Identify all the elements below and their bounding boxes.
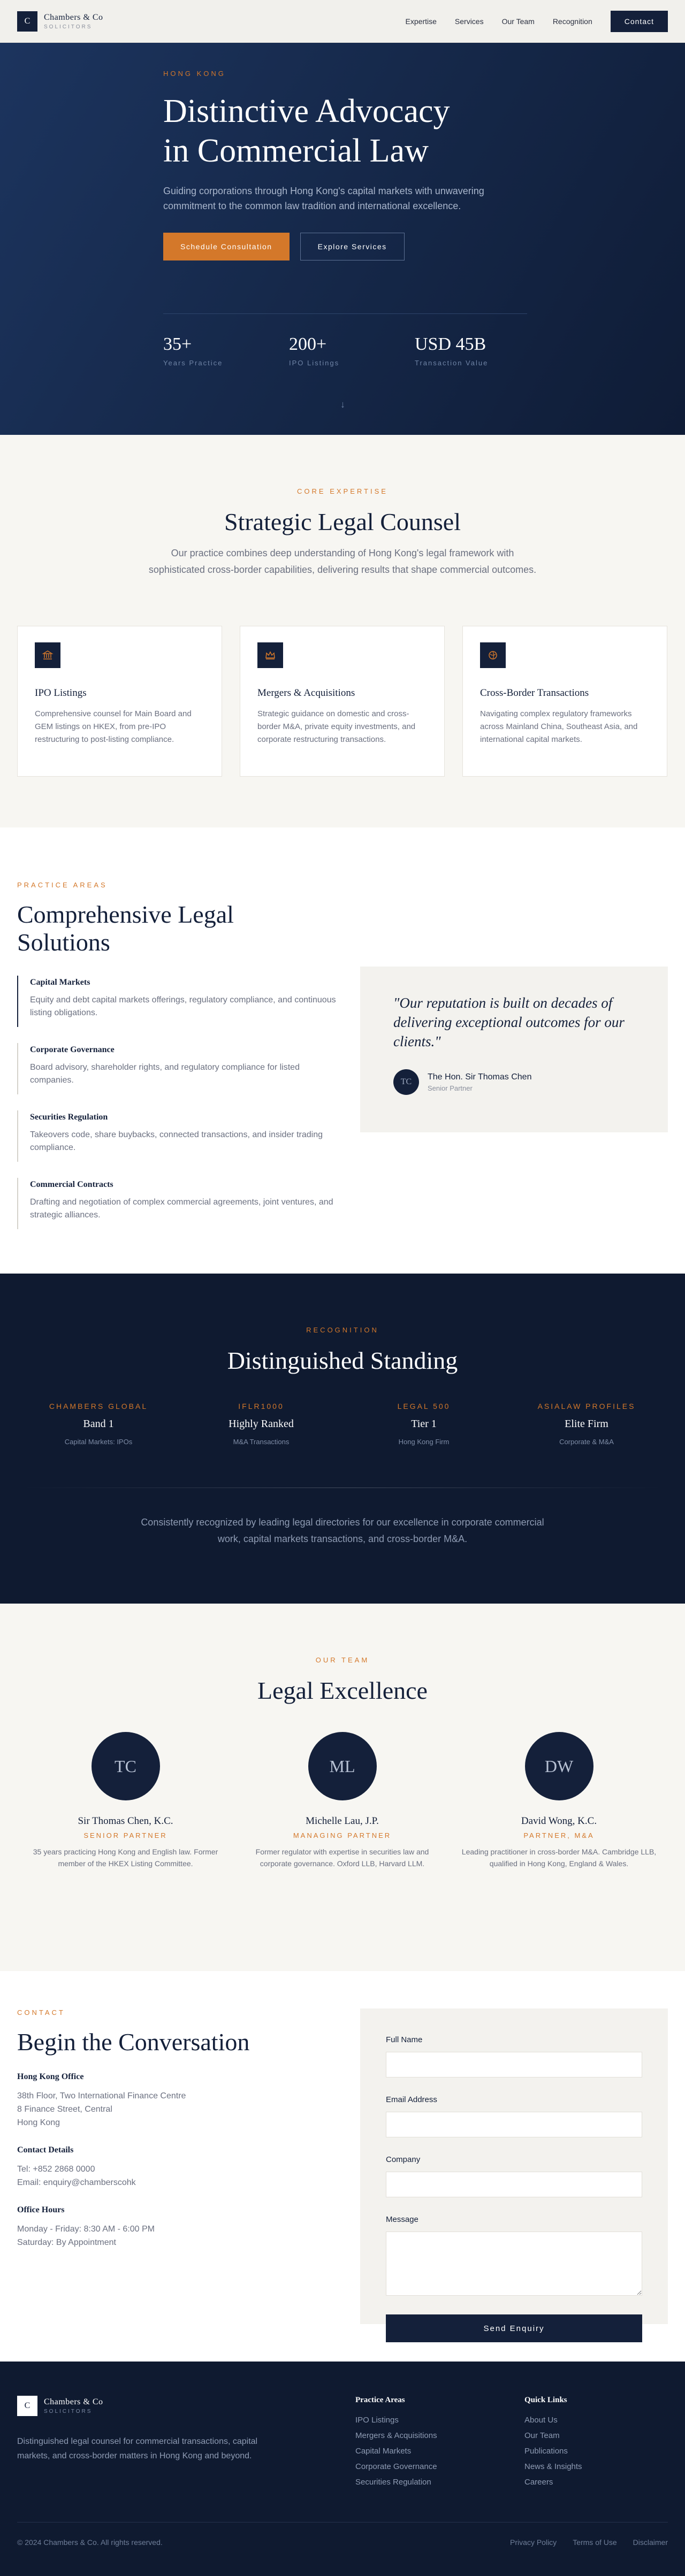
legal-links: [510, 2538, 668, 2547]
practice-item-title: Corporate Governance: [30, 1045, 115, 1054]
footer-link-capital-markets[interactable]: Capital Markets: [355, 2447, 412, 2456]
member-name: Michelle Lau, J.P.: [306, 1815, 379, 1827]
scroll-down-icon[interactable]: ↓: [340, 399, 345, 410]
practice-item-capital-markets[interactable]: [17, 976, 338, 1027]
email-label: Email Address: [386, 2095, 437, 2104]
hero-description: Guiding corporations through Hong Kong's capital markets with unwavering commitment to the common law tradition and international excellence.: [163, 186, 484, 211]
brand-subtitle: SOLICITORS: [44, 24, 93, 30]
explore-services-button[interactable]: Explore Services: [300, 233, 405, 260]
ranking-category: Capital Markets: IPOs: [64, 1438, 133, 1446]
expertise-card-mna[interactable]: [240, 626, 445, 777]
top-nav: [0, 0, 685, 43]
ranking-org: IFLR1000: [238, 1402, 284, 1410]
globe-icon: [480, 642, 506, 668]
stat-years: [163, 334, 289, 367]
full-name-input[interactable]: [386, 2052, 642, 2077]
member-bio: Leading practitioner in cross-border M&A. Cambridge LLB, qualified in Hong Kong, England & Wales.: [461, 1847, 657, 1868]
terms-of-use-link[interactable]: Terms of Use: [573, 2538, 617, 2547]
ranking-iflr: [180, 1402, 342, 1446]
practice-item-description: Board advisory, shareholder rights, and regulatory compliance for listed companies.: [30, 1063, 300, 1085]
hero-title-line1: Distinctive Advocacy: [163, 93, 450, 129]
quote-author-name: The Hon. Sir Thomas Chen: [428, 1072, 532, 1082]
hero-title-line2: in Commercial Law: [163, 133, 429, 169]
brand-name: Chambers & Co: [44, 2397, 103, 2406]
details-heading: Contact Details: [17, 2145, 74, 2155]
ranking-chambers: [17, 1402, 180, 1446]
member-role: SENIOR PARTNER: [83, 1831, 168, 1839]
quote-author: [393, 1069, 635, 1095]
office-address: [17, 2072, 328, 2129]
footer-link-about[interactable]: About Us: [524, 2416, 558, 2425]
member-role: PARTNER, M&A: [523, 1831, 595, 1839]
nav-link-services[interactable]: Services: [454, 17, 484, 26]
practice-item-corporate-governance[interactable]: [17, 1043, 338, 1094]
brand-subtitle: SOLICITORS: [44, 2409, 93, 2414]
expertise-card-ipo[interactable]: [17, 626, 222, 777]
recognition-section: [0, 1274, 685, 1604]
footer-link-team[interactable]: Our Team: [524, 2431, 560, 2440]
contact-details: [17, 2145, 328, 2189]
footer-brand-logo[interactable]: [17, 2396, 103, 2416]
ranking-category: M&A Transactions: [233, 1438, 290, 1446]
expertise-description: Our practice combines deep understanding of Hong Kong's legal framework with sophisticated cross-border capabilities, delivering results that shape commercial outcomes.: [148, 548, 537, 575]
message-label: Message: [386, 2215, 418, 2224]
hours-line: Saturday: By Appointment: [17, 2238, 116, 2247]
company-label: Company: [386, 2155, 421, 2164]
expertise-title: Strategic Legal Counsel: [224, 508, 461, 535]
full-name-label: Full Name: [386, 2035, 423, 2044]
avatar: TC: [393, 1069, 419, 1095]
footer-description: Distinguished legal counsel for commercial transactions, capital markets, and cross-border matters in Hong Kong and beyond.: [17, 2437, 258, 2460]
practice-item-commercial-contracts[interactable]: [17, 1178, 338, 1229]
stat-label: Years Practice: [163, 359, 223, 367]
ranking-value: Highly Ranked: [229, 1418, 294, 1430]
schedule-consultation-button[interactable]: Schedule Consultation: [163, 233, 290, 260]
ranking-value: Band 1: [83, 1418, 114, 1430]
avatar: DW: [525, 1732, 593, 1800]
email-input[interactable]: [386, 2112, 642, 2137]
quote-author-role: Senior Partner: [428, 1084, 473, 1092]
recognition-title: Distinguished Standing: [227, 1347, 458, 1374]
card-title: Cross-Border Transactions: [480, 687, 589, 699]
card-title: Mergers & Acquisitions: [257, 687, 355, 699]
company-input[interactable]: [386, 2172, 642, 2197]
member-name: Sir Thomas Chen, K.C.: [78, 1815, 173, 1827]
card-title: IPO Listings: [35, 687, 87, 699]
expertise-section: [0, 435, 685, 827]
hours-heading: Office Hours: [17, 2205, 65, 2214]
stat-value: 200+: [289, 334, 327, 354]
team-eyebrow: OUR TEAM: [315, 1656, 370, 1664]
send-enquiry-button[interactable]: Send Enquiry: [386, 2314, 642, 2342]
practice-item-description: Drafting and negotiation of complex commercial agreements, joint ventures, and strategic alliances.: [30, 1198, 333, 1220]
phone-link[interactable]: Tel: +852 2868 0000: [17, 2165, 95, 2174]
contact-section: [0, 1971, 685, 2362]
practice-item-securities-regulation[interactable]: [17, 1110, 338, 1162]
address-line: 8 Finance Street, Central: [17, 2105, 112, 2114]
stat-value-transaction: [415, 334, 541, 367]
ranking-org: ASIALAW PROFILES: [537, 1402, 636, 1410]
footer-link-securities-regulation[interactable]: Securities Regulation: [355, 2478, 431, 2487]
practice-item-title: Capital Markets: [30, 978, 90, 987]
team-member-thomas-chen[interactable]: [17, 1732, 234, 1869]
card-description: Strategic guidance on domestic and cross-border M&A, private equity investments, and corporate restructuring transactions.: [257, 709, 416, 744]
practice-title: [17, 901, 338, 956]
hero-eyebrow: HONG KONG: [163, 70, 226, 78]
footer-link-news[interactable]: News & Insights: [524, 2462, 582, 2471]
expertise-eyebrow: CORE EXPERTISE: [297, 487, 388, 495]
practice-title-line2: Solutions: [17, 929, 110, 956]
avatar: TC: [92, 1732, 160, 1800]
footer-link-mna[interactable]: Mergers & Acquisitions: [355, 2431, 437, 2440]
nav-link-our-team[interactable]: Our Team: [501, 17, 535, 26]
member-bio: 35 years practicing Hong Kong and English law. Former member of the HKEX Listing Committee.: [33, 1847, 218, 1868]
practice-eyebrow: PRACTICE AREAS: [17, 881, 108, 889]
practice-item-title: Securities Regulation: [30, 1113, 108, 1122]
footer-quick-links: [524, 2396, 582, 2487]
quote-text: "Our reputation is built on decades of delivering exceptional outcomes for our clients.": [393, 995, 625, 1049]
footer-divider: [17, 2522, 668, 2523]
brand-logo[interactable]: [17, 11, 103, 32]
logo-mark: C: [17, 11, 37, 32]
address-line: 38th Floor, Two International Finance Centre: [17, 2091, 186, 2100]
pillars-icon: [35, 642, 60, 668]
nav-link-expertise[interactable]: Expertise: [405, 17, 437, 26]
hero-section: [0, 43, 685, 435]
footer-link-ipo-listings[interactable]: IPO Listings: [355, 2416, 399, 2425]
team-title: Legal Excellence: [257, 1677, 428, 1704]
footer-col-title: Quick Links: [524, 2396, 567, 2404]
copyright: © 2024 Chambers & Co. All rights reserved.: [17, 2538, 163, 2547]
contact-eyebrow: CONTACT: [17, 2008, 65, 2017]
stat-ipo: [289, 334, 415, 367]
crown-icon: [257, 642, 283, 668]
footer-link-careers[interactable]: Careers: [524, 2478, 553, 2487]
hours-line: Monday - Friday: 8:30 AM - 6:00 PM: [17, 2225, 155, 2234]
ranking-org: CHAMBERS GLOBAL: [49, 1402, 148, 1410]
member-bio: Former regulator with expertise in securities law and corporate governance. Oxford LLB, Harvard LLM.: [255, 1847, 429, 1868]
hero-divider: [163, 313, 527, 314]
brand-name: Chambers & Co: [44, 12, 103, 22]
nav-link-recognition[interactable]: Recognition: [552, 17, 592, 26]
practice-section: [0, 827, 685, 1274]
recognition-eyebrow: RECOGNITION: [306, 1326, 379, 1334]
address-line: Hong Kong: [17, 2118, 60, 2127]
testimonial-quote: [360, 967, 668, 1132]
avatar: ML: [308, 1732, 377, 1800]
footer-col-title: Practice Areas: [355, 2396, 405, 2404]
stat-label: Transaction Value: [415, 359, 489, 367]
hero-stats: [163, 334, 541, 367]
practice-item-description: Equity and debt capital markets offerings, regulatory compliance, and continuous listing obligations.: [30, 995, 336, 1017]
ranking-asialaw: [505, 1402, 668, 1446]
stat-value: 35+: [163, 334, 192, 354]
practice-item-title: Commercial Contracts: [30, 1180, 113, 1189]
footer: [0, 2362, 685, 2576]
footer-link-corporate-governance[interactable]: Corporate Governance: [355, 2462, 437, 2471]
ranking-category: Hong Kong Firm: [398, 1438, 450, 1446]
ranking-value: Tier 1: [411, 1418, 437, 1430]
email-link[interactable]: Email: enquiry@chamberscohk: [17, 2178, 136, 2187]
practice-title-line1: Comprehensive Legal: [17, 901, 234, 928]
nav-links: [406, 11, 668, 32]
message-textarea[interactable]: [386, 2232, 642, 2296]
ranking-category: Corporate & M&A: [559, 1438, 614, 1446]
disclaimer-link[interactable]: Disclaimer: [633, 2538, 668, 2547]
rankings: [17, 1402, 668, 1446]
stat-label: IPO Listings: [289, 359, 340, 367]
ranking-legal500: [342, 1402, 505, 1446]
team-member-michelle-lau[interactable]: [234, 1732, 451, 1869]
office-hours: [17, 2205, 328, 2249]
card-description: Navigating complex regulatory frameworks across Mainland China, Southeast Asia, and international capital markets.: [480, 709, 638, 744]
nav-contact-button[interactable]: Contact: [611, 11, 668, 32]
practice-item-description: Takeovers code, share buybacks, connected transactions, and insider trading compliance.: [30, 1130, 323, 1152]
footer-link-publications[interactable]: Publications: [524, 2447, 568, 2456]
expertise-card-cross-border[interactable]: [462, 626, 667, 777]
privacy-policy-link[interactable]: Privacy Policy: [510, 2538, 557, 2547]
team-member-david-wong[interactable]: [451, 1732, 667, 1869]
team-section: [0, 1604, 685, 1971]
office-heading: Hong Kong Office: [17, 2072, 84, 2081]
recognition-description: Consistently recognized by leading legal directories for our excellence in corporate commercial work, capital markets transactions, and cross-border M&A.: [141, 1517, 544, 1544]
practice-list: [17, 976, 338, 1229]
ranking-value: Elite Firm: [565, 1418, 608, 1430]
member-role: MANAGING PARTNER: [293, 1831, 392, 1839]
logo-mark: C: [17, 2396, 37, 2416]
stat-value: USD 45B: [415, 334, 486, 354]
enquiry-form: [360, 2008, 668, 2333]
hero-title: [163, 91, 527, 171]
footer-practice-areas: [355, 2396, 437, 2487]
card-description: Comprehensive counsel for Main Board and GEM listings on HKEX, from pre-IPO restructuring to post-listing compliance.: [35, 709, 192, 744]
ranking-org: LEGAL 500: [397, 1402, 451, 1410]
contact-title: Begin the Conversation: [17, 2028, 250, 2056]
member-name: David Wong, K.C.: [521, 1815, 597, 1827]
